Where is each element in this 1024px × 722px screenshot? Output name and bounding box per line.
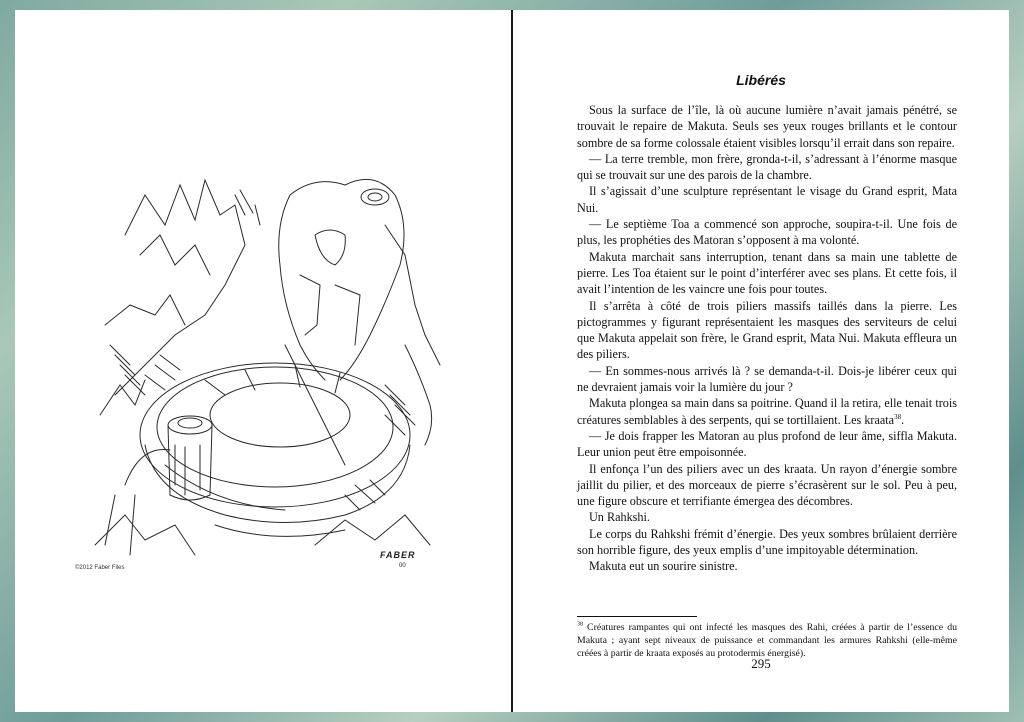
footnote-divider xyxy=(577,616,697,617)
paragraph: Un Rahkshi. xyxy=(589,510,650,525)
paragraph: Il enfonça l’un des piliers avec un des kraata. Un rayon d’énergie sombre jaillit du pilier, et des morceaux de pierre s’écrasèrent sur le sol. Peu à peu, une figure obscure et terrifiante émergea des décombres. xyxy=(577,461,957,509)
paragraph: Sous la surface de l’île, là où aucune lumière n’avait jamais pénétré, se trouvait le repaire de Makuta. Seuls ses yeux rouges brillants et le contour sombre de sa forme colossale étaient visibles lorsqu’il errait dans son repaire. xyxy=(577,103,957,150)
paragraph-kraata xyxy=(577,395,957,428)
illustration-sketch-icon xyxy=(85,165,445,567)
paragraph: Il s’agissait d’une sculpture représentant le visage du Grand esprit, Mata Nui. xyxy=(577,184,957,215)
paragraph: Le corps du Rahkshi frémit d’énergie. Des yeux sombres brûlaient derrière son horrible figure, des yeux emplis d’une impitoyable détermination. xyxy=(577,526,957,558)
page-number: 295 xyxy=(751,656,771,671)
footnote-ref[interactable]: 38 xyxy=(894,412,902,421)
footnote xyxy=(577,622,957,660)
paragraph: Makuta eut un sourire sinistre. xyxy=(589,559,738,574)
footnote-text: Créatures rampantes qui ont infecté les masques des Rahi, créées à partir de l’essence du Makuta ; ayant sept niveaux de puissance et commandant les armures Rahkshi (elle-même créées à partir de kraata exposés au protodermis énergisé). xyxy=(577,622,957,659)
paragraph: — En sommes-nous arrivés là ? se demanda-t-il. Dois-je libérer ceux qui ne devraient jamais voir la lumière du jour ? xyxy=(577,363,957,395)
chapter-title: Libérés xyxy=(736,72,786,88)
artist-signature: FABER xyxy=(380,550,416,560)
paragraph-text: Makuta plongea sa main dans sa poitrine. Quand il la retira, elle tenait trois créatures semblables à des serpents, qui se tortillaient. Les kraata xyxy=(577,396,957,427)
chapter-body xyxy=(577,102,957,575)
paragraph: Makuta marchait sans interruption, tenant dans sa main une tablette de pierre. Les Toa étaient sur le point d’interférer avec ses plans. Et cette fois, il avait l’intention de les vaincre une fois pour toutes. xyxy=(577,249,957,297)
book-spread xyxy=(15,10,1009,712)
right-page xyxy=(513,10,1009,712)
signature-number: 00 xyxy=(399,563,406,569)
illustration-credit: ©2012 Faber Files xyxy=(75,565,125,571)
footnote-number: 38 xyxy=(577,621,583,628)
left-page xyxy=(15,10,511,712)
paragraph-end: . xyxy=(901,412,905,427)
paragraph: — La terre tremble, mon frère, gronda-t-il, s’adressant à l’énorme masque qui se trouvait sur une des parois de la chambre. xyxy=(577,151,957,183)
paragraph: Il s’arrêta à côté de trois piliers massifs taillés dans la pierre. Les pictogrammes y figurant représentaient les masques des serviteurs de celui que Makuta appelait son frère, le Grand esprit, Mata Nui. Makuta effleura un des piliers. xyxy=(577,298,957,362)
paragraph: — Je dois frapper les Matoran au plus profond de leur âme, siffla Makuta. Leur union peut être empoisonnée. xyxy=(577,428,957,460)
paragraph: — Le septième Toa a commencé son approche, soupira-t-il. Une fois de plus, les prophéties des Matoran s’opposent à ma volonté. xyxy=(577,217,957,248)
